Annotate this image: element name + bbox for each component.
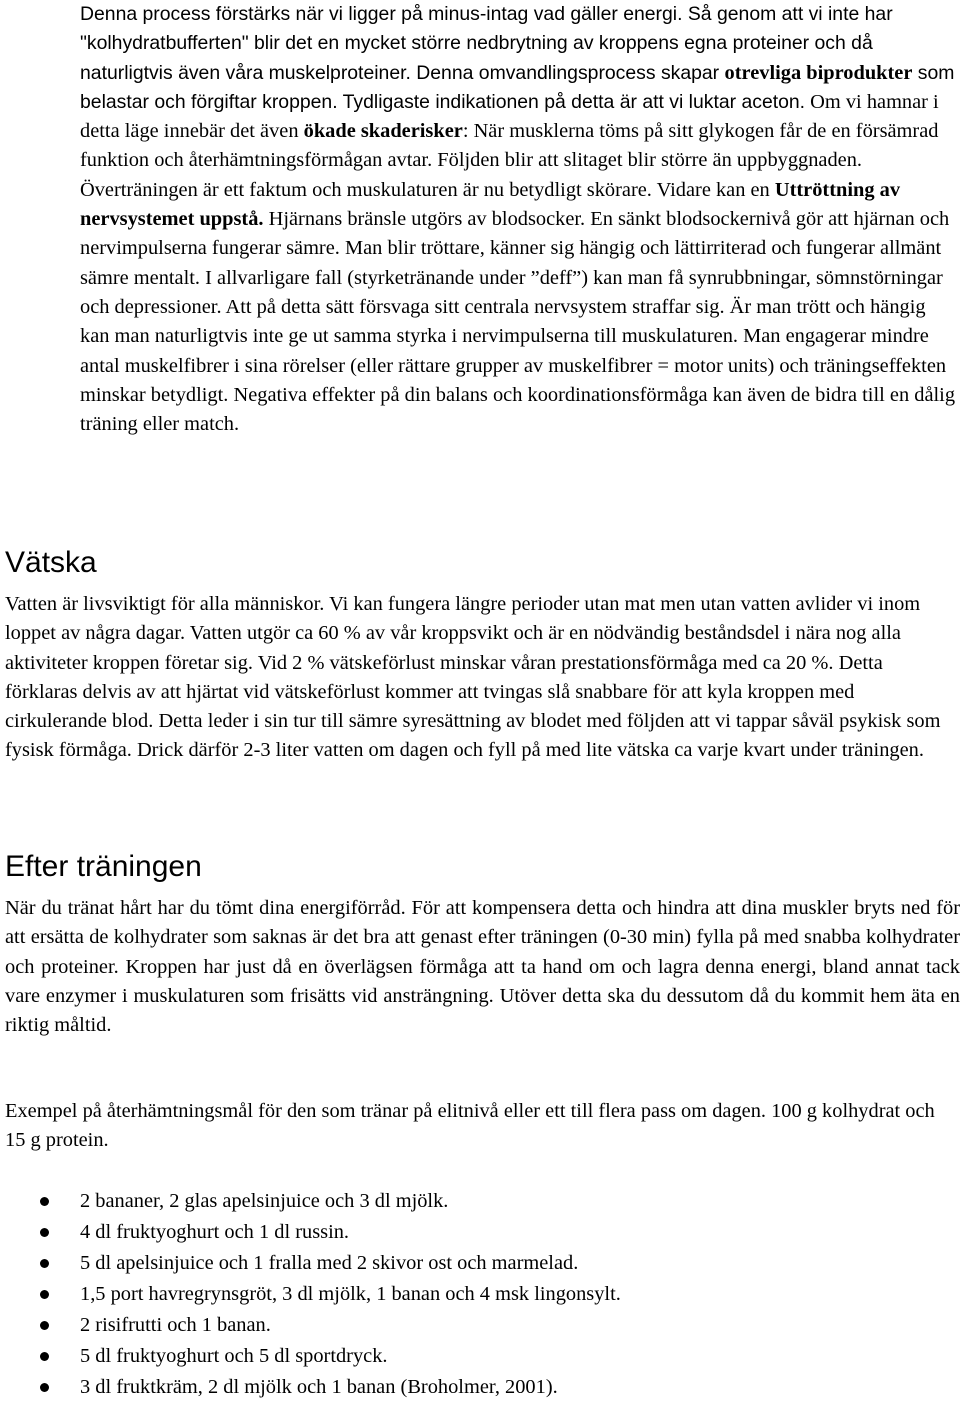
list-item	[0, 1279, 960, 1310]
heading-vatska: Vätska	[5, 546, 97, 579]
recovery-meal-list	[0, 1186, 960, 1403]
emphasis-biprodukter: otrevliga biprodukter	[724, 61, 913, 84]
list-item-text: 2 risifrutti och 1 banan.	[80, 1314, 271, 1336]
text-segment: som belastar och förgiftar kroppen. Tydligaste indikationen på detta är att vi luktar aceton.	[80, 61, 955, 113]
text-segment: Denna process förstärks när vi ligger på minus-intag vad gäller energi. Så genom att vi inte har "kolhydratbufferten" blir det en mycket större nedbrytning av kroppens egna proteiner och då naturligtvis även våra muskelproteiner. Denna omvandlingsprocess skapar	[80, 3, 893, 84]
list-item	[0, 1310, 960, 1341]
list-item-text: 5 dl apelsinjuice och 1 fralla med 2 skivor ost och marmelad.	[80, 1252, 579, 1274]
text-segment: Om vi hamnar i detta läge innebär det även	[80, 90, 939, 143]
text-segment: : När musklerna töms på sitt glykogen får de en försämrad funktion och återhämtningsförmågan avtar. Följden blir att slitaget blir större än uppbyggnaden. Överträningen är ett faktum och muskulaturen är nu betydligt skörare. Vidare kan en	[80, 120, 939, 201]
emphasis-skaderisker: ökade skaderisker	[303, 120, 463, 143]
vatska-paragraph: Vatten är livsviktigt för alla människor. Vi kan fungera längre perioder utan mat men utan vatten avlider vi inom loppet av några dagar. Vatten utgör ca 60 % av vår kroppsvikt och är en nödvändig beståndsdel i nära nog alla aktiviteter kroppen företar sig. Vid 2 % vätskeförlust minskar våran prestationsförmåga med ca 20 %. Detta förklaras delvis av att hjärtat vid vätskeförlust kommer att tvingas slå snabbare för att kyla kroppen med cirkulerande blod. Detta leder i sin tur till sämre syresättning av blodet med följden att vi tappar såväl psykisk som fysisk förmåga. Drick därför 2-3 liter vatten om dagen och fyll på med lite vätska ca varje kvart under träningen.	[5, 593, 941, 762]
list-item	[0, 1372, 960, 1403]
list-item	[0, 1217, 960, 1248]
bullet-icon	[40, 1228, 49, 1237]
bullet-icon	[40, 1197, 49, 1206]
list-item-text: 5 dl fruktyoghurt och 5 dl sportdryck.	[80, 1345, 388, 1367]
heading-efter-traningen: Efter träningen	[5, 850, 202, 883]
emphasis-nervsystemet: Uttröttning av nervsystemet uppstå.	[80, 178, 901, 231]
bullet-icon	[40, 1352, 49, 1361]
example-paragraph: Exempel på återhämtningsmål för den som tränar på elitnivå eller ett till flera pass om dagen. 100 g kolhydrat och 15 g protein.	[5, 1100, 935, 1152]
list-item-text: 1,5 port havregrynsgröt, 3 dl mjölk, 1 banan och 4 msk lingonsylt.	[80, 1283, 621, 1305]
intro-paragraph	[80, 0, 955, 439]
bullet-icon	[40, 1259, 49, 1268]
list-item	[0, 1248, 960, 1279]
list-item-text: 2 bananer, 2 glas apelsinjuice och 3 dl mjölk.	[80, 1190, 449, 1212]
bullet-icon	[40, 1383, 49, 1392]
list-item	[0, 1341, 960, 1372]
list-item	[0, 1186, 960, 1217]
bullet-icon	[40, 1321, 49, 1330]
bullet-icon	[40, 1290, 49, 1299]
list-item-text: 3 dl fruktkräm, 2 dl mjölk och 1 banan (Broholmer, 2001).	[80, 1376, 558, 1398]
efter-paragraph: När du tränat hårt har du tömt dina energiförråd. För att kompensera detta och hindra att dina muskler bryts ned för att ersätta de kolhydrater som saknas är det bra att genast efter träningen (0-30 min) fylla på med snabba kolhydrater och proteiner. Kroppen har just då en överlägsen förmåga att ta hand om och lagra denna energi, bland annat tack vare enzymer i muskulaturen som frisätts vid ansträngning. Utöver detta ska du dessutom då du kommit hem äta en riktig måltid.	[5, 897, 960, 1037]
text-segment: Hjärnans bränsle utgörs av blodsocker. En sänkt blodsockernivå gör att hjärnan och nervimpulserna fungerar sämre. Man blir tröttare, känner sig hängig och lättirriterad och fungerar allmänt sämre mentalt. I allvarligare fall (styrketränande under ”deff”) kan man få synrubbningar, sömnstörningar och depressioner. Att på detta sätt försvaga sitt centrala nervsystem straffar sig. Är man trött och hängig kan man naturligtvis inte ge ut samma styrka i nervimpulserna till muskulaturen. Man engagerar mindre antal muskelfibrer i sina rörelser (eller rättare grupper av muskelfibrer = motor units) och träningseffekten minskar betydligt. Negativa effekter på din balans och koordinationsförmåga kan även de bidra till en dålig träning eller match.	[80, 208, 956, 436]
list-item-text: 4 dl fruktyoghurt och 1 dl russin.	[80, 1221, 350, 1243]
